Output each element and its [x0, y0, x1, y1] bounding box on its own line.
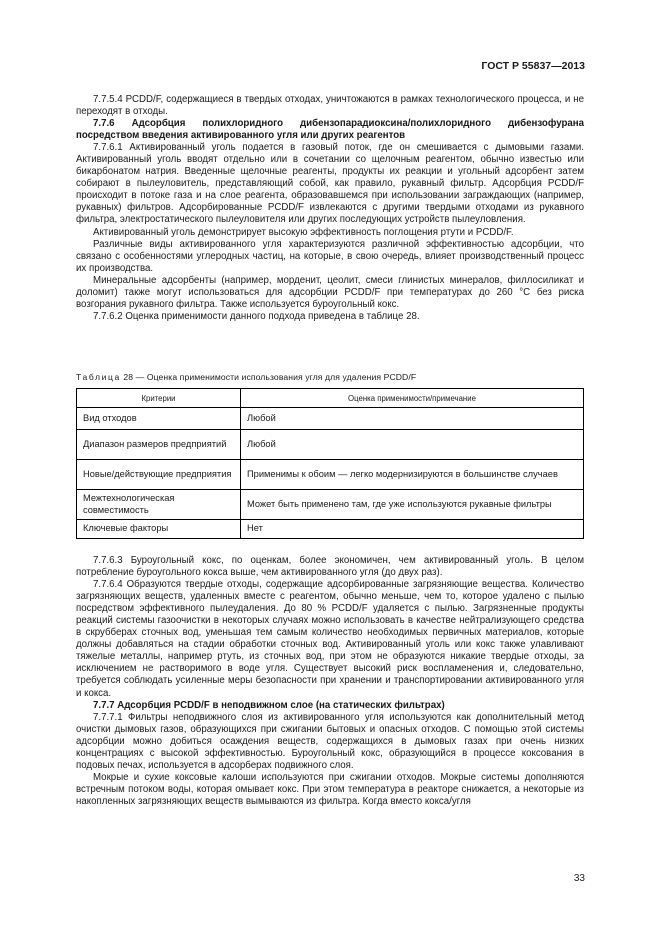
table-cell-criterion: Новые/действующие предприятия — [77, 460, 241, 490]
paragraph-mineral-adsorbents: Минеральные адсорбенты (например, морденит, цеолит, смеси глинистых минералов, филлосиликат и доломит) также могут использоваться для адсорбции PCDD/F при температурах до 260 °С без риска возгорания рукавного фильтра. Также используется буроугольный кокс. — [76, 274, 584, 310]
table-cell-value: Любой — [241, 408, 584, 430]
table-header-criteria: Критерии — [77, 389, 241, 408]
table-cell-criterion: Межтехнологическая совместимость — [77, 490, 241, 520]
table-cell-criterion: Вид отходов — [77, 408, 241, 430]
table-caption-text: 28 — Оценка применимости использования угля для удаления PCDD/F — [123, 372, 417, 382]
text-block-bottom — [76, 555, 584, 808]
paragraph-7761: 7.7.6.1 Активированный уголь подается в газовый поток, где он смешивается с дымовыми газами. Активированный уголь вводят отдельно или в сочетании со щелочным реагентом, обычно известью или бикарбонатом натрия. Введенные щелочные реагенты, продукты их реакции и угольный адсорбент затем собирают в пылеуловитель, представляющий собой, как правило, рукавный фильтр. Адсорбция PCDD/F происходит в потоке газа и на слое реагента, образовавшемся при использовании заграждающих (например, рукавных) фильтров. Адсорбированные PCDD/F извлекаются с другими твердыми отходами из рукавного фильтра, электростатического пылеуловителя или других последующих устройств пылеуловления. — [76, 142, 584, 226]
table-row — [77, 408, 584, 430]
table-cell-criterion: Диапазон размеров предприятий — [77, 430, 241, 460]
table-cell-value: Любой — [241, 430, 584, 460]
table-header-assessment: Оценка применимости/примечание — [241, 389, 584, 408]
table-header-row — [77, 389, 584, 408]
text-block-top — [76, 94, 584, 323]
paragraph-carbon-types: Различные виды активированного угля характеризуются различной эффективностью адсорбции, что связано с особенностями углеродных частиц, на которые, в свою очередь, влияет производственный процесс их производства. — [76, 238, 584, 274]
paragraph-7762: 7.7.6.2 Оценка применимости данного подхода приведена в таблице 28. — [93, 310, 420, 322]
section-title-776: 7.7.6 Адсорбция полихлоридного дибензопарадиоксина/полихлоридного дибензофурана посредством введения активированного угля или других реагентов — [76, 118, 584, 142]
table-caption — [76, 372, 416, 382]
paragraph-coke-filters: Мокрые и сухие коксовые калоши используются при сжигании отходов. Мокрые системы дополняются встречным потоком воды, которая омывает кокс. При этом температура в реакторе снижается, а некоторые из накопленных загрязняющих веществ вымываются из фильтра. Когда вместо кокса/угля — [76, 771, 584, 807]
table-row — [77, 490, 584, 520]
section-title-777: 7.7.7 Адсорбция PCDD/F в неподвижном слое (на статических фильтрах) — [93, 699, 445, 711]
document-standard-id: ГОСТ Р 55837—2013 — [481, 60, 585, 72]
paragraph-7771: 7.7.7.1 Фильтры неподвижного слоя из активированного угля используются как дополнительный метод очистки дымовых газов, образующихся при сжигании бытовых и опасных отходов. С помощью этой системы адсорбции можно добиться осаждения веществ, содержащихся в дымовых газах при очень низких концентрациях с высокой эффективностью. Буроугольный кокс, образующийся в процессе коксования в подовых печах, используется в адсорберах подвижного слоя. — [76, 711, 584, 771]
paragraph-activated-carbon: Активированный уголь демонстрирует высокую эффективность поглощения ртути и PCDD/F. — [93, 226, 514, 238]
table-row — [77, 520, 584, 539]
page-number: 33 — [573, 873, 585, 884]
table-cell-value: Нет — [241, 520, 584, 539]
table-row — [77, 430, 584, 460]
table-cell-value: Применимы к обоим — легко модернизируются в большинстве случаев — [241, 460, 584, 490]
table-cell-criterion: Ключевые факторы — [77, 520, 241, 539]
applicability-table — [76, 388, 584, 539]
table-cell-value: Может быть применено там, где уже используются рукавные фильтры — [241, 490, 584, 520]
paragraph-7764: 7.7.6.4 Образуются твердые отходы, содержащие адсорбированные загрязняющие вещества. Количество загрязняющих веществ, удаленных вместе с реагентом, обычно меньше, чем то, которое удалено с пылью посредством эффективного пылеудаления. До 80 % PCDD/F удаляется с пылью. Загрязненные продукты реакций системы газоочистки в некоторых случаях можно использовать в качестве нейтрализующего средства в скрубберах сточных вод, уменьшая тем самым количество необходимых первичных материалов, которые должны добавляться на стадии обработки сточных вод. Активированный уголь или кокс также улавливают тяжелые металлы, например ртуть, из сточных вод, при этом не образуются никакие твердые отходы, за исключением не растворимого в воде угля. Существует высокий риск воспламенения и, следовательно, требуется соблюдать усиленные меры безопасности при хранении и транспортировании активированного угля и кокса. — [76, 579, 584, 699]
table-caption-label: Таблица — [76, 372, 121, 382]
paragraph-7754: 7.7.5.4 PCDD/F, содержащиеся в твердых отходах, уничтожаются в рамках технологического процесса, и не переходят в отходы. — [76, 94, 584, 118]
paragraph-7763: 7.7.6.3 Буроугольный кокс, по оценкам, более экономичен, чем активированный уголь. В целом потребление буроугольного кокса выше, чем активированного угля (до двух раз). — [76, 555, 584, 579]
table-row — [77, 460, 584, 490]
